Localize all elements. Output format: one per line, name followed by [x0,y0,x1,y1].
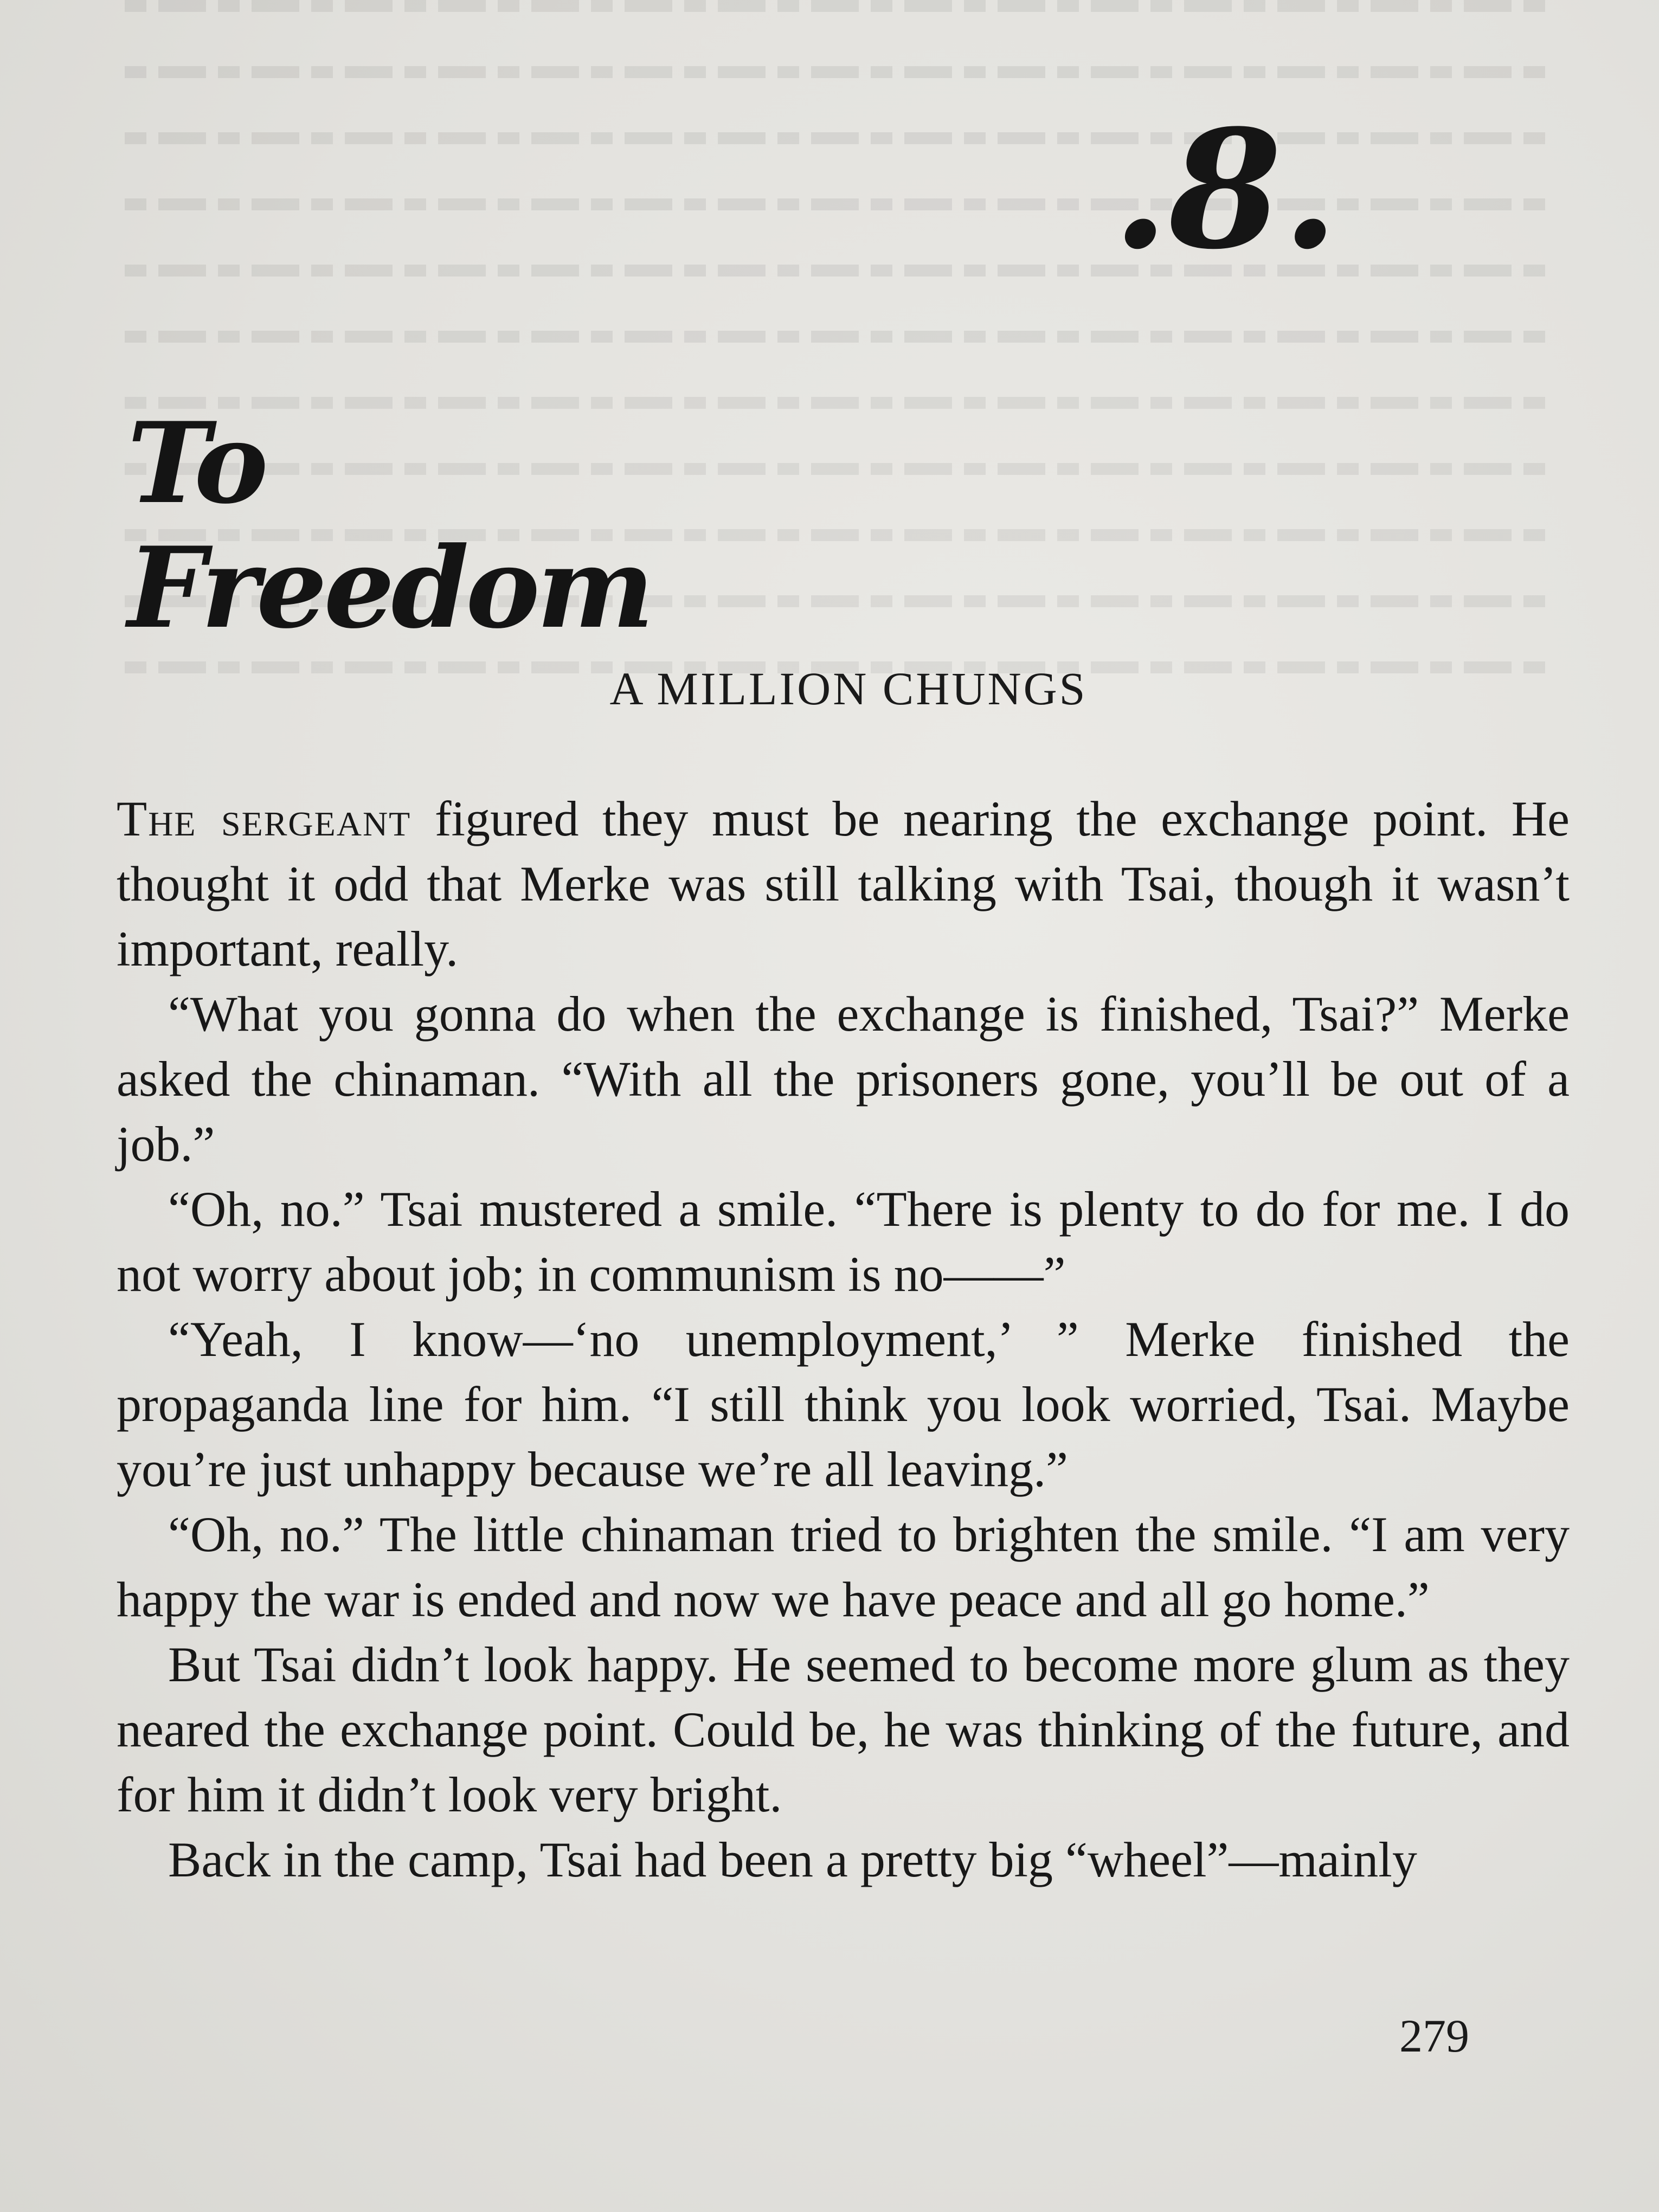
section-heading: A MILLION CHUNGS [609,663,1088,715]
paragraph-7: Back in the camp, Tsai had been a pretty big “wheel”—mainly [168,1832,1417,1887]
chapter-number: .8. [1112,94,1339,285]
paragraph-6: But Tsai didn’t look happy. He seemed to become more glum as they neared the exchange point. Could be, he was thinking of the future, and for him it didn’t look very bright. [117,1637,1570,1822]
paragraph-4: “Yeah, I know—‘no unemployment,’ ” Merke finished the propaganda line for him. “I still think you look worried, Tsai. Maybe you’re just unhappy because we’re all leaving.” [117,1311,1570,1497]
page-number: 279 [1399,2010,1469,2062]
paragraph-5: “Oh, no.” The little chinaman tried to brighten the smile. “I am very happy the war is ended and now we have peace and all go home.” [117,1507,1570,1627]
chapter-title: To Freedom [127,398,651,653]
paragraph-2: “What you gonna do when the exchange is finished, Tsai?” Merke asked the chinaman. “With all the prisoners gone, you’ll be out of a job.” [117,986,1570,1172]
body-text [117,786,1570,1892]
paragraph-1-text: figured they must be nearing the exchange point. He thought it odd that Merke was still talking with Tsai, though it wasn’t important, really. [117,791,1570,976]
paragraph-1 [117,786,1570,981]
paragraph-1-lead-in: The sergeant [117,791,411,846]
paragraph-3: “Oh, no.” Tsai mustered a smile. “There is plenty to do for me. I do not worry about job; in communism is no——” [117,1181,1570,1302]
